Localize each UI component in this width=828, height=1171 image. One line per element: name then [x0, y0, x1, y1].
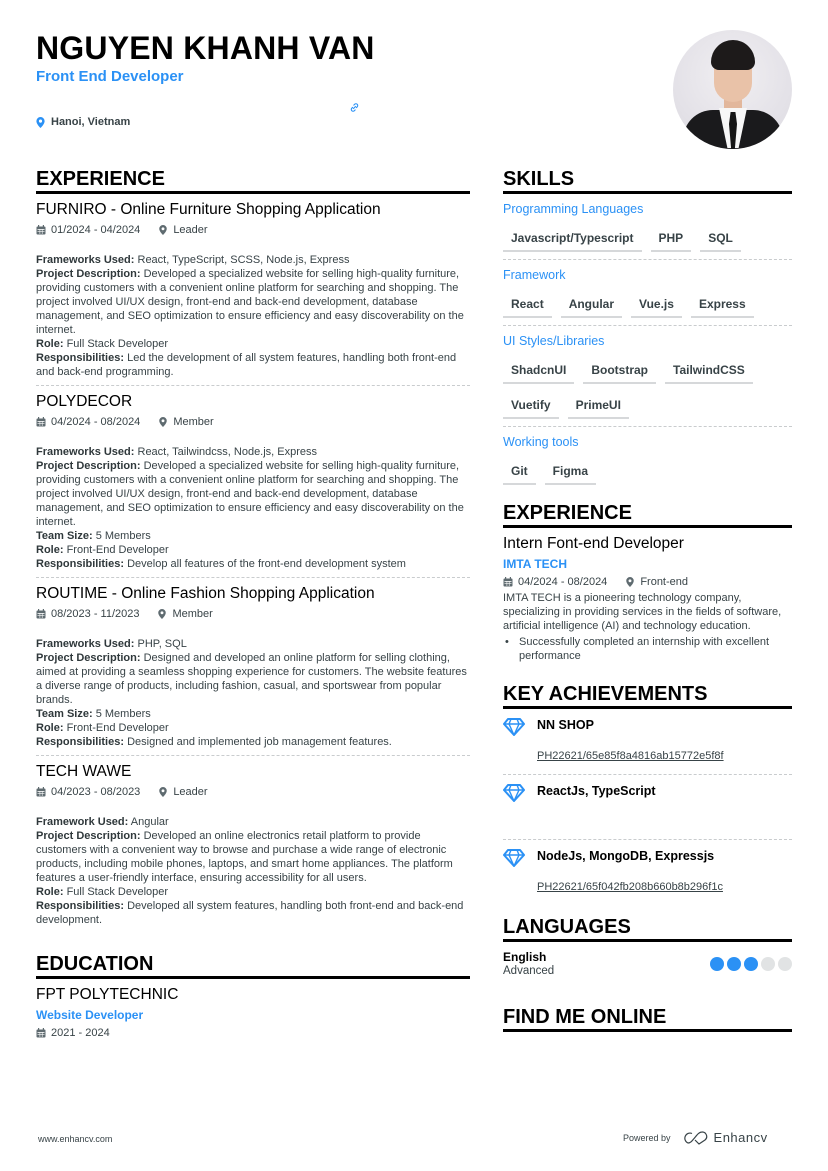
- diamond-icon: [503, 784, 525, 802]
- project-entry: [36, 577, 470, 749]
- achievement-title: NodeJs, MongoDB, Expressjs: [537, 849, 715, 863]
- project-description: Framework Used: Angular Project Description: Developed an online electronics retail platform to provide customers with a convenient way to browse and purchase a wide range of electronic products, including mobile phones, laptops, and smart home appliances. The platform features a user-friendly interface, ensuring accessibility for all users. Role: Full Stack Developer Responsibilities: Developed all system features, handling both front-end and back-end development.: [36, 816, 464, 926]
- project-entry: [36, 194, 470, 379]
- rating-dot-empty: [761, 957, 775, 971]
- diamond-icon: [503, 849, 525, 867]
- section-title-experience: EXPERIENCE: [36, 168, 470, 194]
- education-section: [36, 953, 470, 1040]
- achievement-item: [503, 709, 792, 774]
- work-meta: [503, 575, 792, 589]
- project-meta: [36, 415, 470, 429]
- powered-by-label: Powered by: [623, 1132, 671, 1143]
- project-title: TECH WAWE: [36, 763, 132, 780]
- resume-header: [36, 30, 656, 130]
- education-meta: [36, 1026, 470, 1040]
- work-bullet: • Successfully completed an internship with excellent performance: [503, 635, 792, 663]
- skill-tag: Javascript/Typescript: [503, 227, 642, 252]
- calendar-icon: [503, 577, 513, 587]
- calendar-icon: [36, 609, 46, 619]
- footer-powered-by: [623, 1130, 768, 1145]
- project-title: FURNIRO - Online Furniture Shopping Application: [36, 201, 381, 218]
- location-pin-icon: [158, 225, 168, 235]
- location-pin-icon: [158, 417, 168, 427]
- work-dates: 04/2024 - 08/2024: [518, 576, 608, 588]
- footer-website[interactable]: www.enhancv.com: [38, 1134, 113, 1144]
- skill-tag: Express: [691, 293, 754, 318]
- languages-section: [503, 916, 792, 978]
- skill-category: Working tools: [503, 435, 579, 449]
- skill-tag: Angular: [561, 293, 622, 318]
- work-experience-section: [503, 502, 792, 663]
- section-title-find-me-online: FIND ME ONLINE: [503, 1006, 792, 1032]
- skill-tag: Vue.js: [631, 293, 682, 318]
- rating-dot-filled: [710, 957, 724, 971]
- skill-tag: Git: [503, 460, 536, 485]
- rating-dot-empty: [778, 957, 792, 971]
- location-text: Hanoi, Vietnam: [51, 116, 131, 128]
- language-name: English: [503, 950, 547, 964]
- link-icon[interactable]: [349, 102, 360, 116]
- section-title-skills: SKILLS: [503, 168, 792, 194]
- project-description: Frameworks Used: React, TypeScript, SCSS, Node.js, Express Project Description: Developed a specialized website for selling high-quality furniture, providing customers with a convenient online platform for searching and shopping. The project involved UI/UX design, front-end and back-end development, database management, and SEO optimization to ensure efficiency and easy discoverability on the internet. Role: Full Stack Developer Responsibilities: Led the development of all system features, handling both front-end and back-end programming.: [36, 254, 464, 378]
- project-meta: [36, 607, 470, 621]
- achievement-title: ReactJs, TypeScript: [537, 784, 656, 798]
- profile-photo: [673, 30, 792, 149]
- skill-tag: Vuetify: [503, 394, 559, 419]
- skill-tag: PHP: [651, 227, 692, 252]
- skill-tag: React: [503, 293, 552, 318]
- find-me-online-section: [503, 1006, 792, 1032]
- language-rating: [710, 957, 792, 971]
- achievement-item: [503, 774, 792, 839]
- section-title-achievements: KEY ACHIEVEMENTS: [503, 683, 792, 709]
- skill-group: [503, 426, 792, 492]
- skill-tag: SQL: [700, 227, 741, 252]
- location-pin-icon: [36, 117, 45, 128]
- rating-dot-filled: [744, 957, 758, 971]
- project-dates: 08/2023 - 11/2023: [51, 608, 140, 620]
- skill-group: [503, 259, 792, 325]
- achievement-link[interactable]: PH22621/65e85f8a4816ab15772e5f8f: [537, 750, 724, 762]
- work-bullets: [503, 635, 792, 663]
- project-dates: 04/2024 - 08/2024: [51, 416, 141, 428]
- work-location: Front-end: [640, 576, 689, 588]
- contact-info: [36, 92, 656, 130]
- skill-category: Programming Languages: [503, 202, 644, 216]
- skill-group: [503, 194, 792, 259]
- skill-tag: PrimeUI: [568, 394, 629, 419]
- calendar-icon: [36, 417, 46, 427]
- education-degree: Website Developer: [36, 1008, 144, 1022]
- work-company: IMTA TECH: [503, 557, 567, 571]
- project-description: Frameworks Used: PHP, SQL Project Description: Designed and developed an online platform for selling clothing, aimed at providing a seamless shopping experience for customers. The website features a diverse range of products, including fashion, casual, and sportswear from popular brands. Team Size: 5 Members Role: Front-End Developer Responsibilities: Designed and implemented job management features.: [36, 638, 467, 748]
- project-role-tag: Leader: [173, 224, 208, 236]
- project-title: POLYDECOR: [36, 393, 133, 410]
- skill-tag: ShadcnUI: [503, 359, 574, 384]
- calendar-icon: [36, 225, 46, 235]
- location-pin-icon: [158, 787, 168, 797]
- project-title: ROUTIME - Online Fashion Shopping Application: [36, 585, 375, 602]
- calendar-icon: [36, 1028, 46, 1038]
- education-school: FPT POLYTECHNIC: [36, 986, 179, 1003]
- enhancv-logo[interactable]: [683, 1130, 768, 1145]
- achievement-link[interactable]: PH22621/65f042fb208b660b8b296f1c: [537, 881, 723, 893]
- language-level: Advanced: [503, 965, 555, 977]
- achievement-item: [503, 839, 792, 904]
- brand-name: Enhancv: [713, 1130, 768, 1145]
- skill-tag: Figma: [545, 460, 596, 485]
- education-dates: 2021 - 2024: [51, 1027, 110, 1039]
- skill-group: [503, 325, 792, 426]
- location-pin-icon: [157, 609, 167, 619]
- location-pin-icon: [625, 577, 635, 587]
- project-list: [36, 194, 470, 927]
- skill-tag: TailwindCSS: [665, 359, 753, 384]
- enhancv-logo-icon: [683, 1131, 709, 1145]
- candidate-title: Front End Developer: [36, 68, 184, 85]
- project-role-tag: Leader: [173, 786, 208, 798]
- calendar-icon: [36, 787, 46, 797]
- project-role-tag: Member: [173, 416, 214, 428]
- right-column: [503, 168, 792, 1032]
- location: [36, 116, 130, 128]
- project-role-tag: Member: [172, 608, 213, 620]
- project-meta: [36, 785, 470, 799]
- left-column: [36, 168, 470, 1040]
- skill-tag: Bootstrap: [583, 359, 656, 384]
- project-entry: [36, 755, 470, 927]
- section-title-languages: LANGUAGES: [503, 916, 792, 942]
- work-description: IMTA TECH is a pioneering technology company, specializing in providing services in the fields of software, artificial intelligence (AI) and technology education.: [503, 592, 782, 632]
- project-description: Frameworks Used: React, Tailwindcss, Node.js, Express Project Description: Developed a specialized website for selling high-quality furniture, providing customers with a convenient online platform for searching and shopping. The project involved UI/UX design, front-end and back-end development, database management, and SEO optimization to ensure efficiency and easy discoverability on the internet. Team Size: 5 Members Role: Front-End Developer Responsibilities: Develop all features of the front-end development system: [36, 446, 464, 570]
- language-item: [503, 950, 792, 978]
- section-title-education: EDUCATION: [36, 953, 470, 979]
- project-dates: 04/2023 - 08/2023: [51, 786, 141, 798]
- achievements-section: [503, 683, 792, 904]
- rating-dot-filled: [727, 957, 741, 971]
- section-title-experience-right: EXPERIENCE: [503, 502, 792, 528]
- skill-category: UI Styles/Libraries: [503, 334, 605, 348]
- project-meta: [36, 223, 470, 237]
- candidate-name: NGUYEN KHANH VAN: [36, 30, 375, 66]
- work-position: Intern Font-end Developer: [503, 535, 684, 552]
- diamond-icon: [503, 718, 525, 736]
- project-dates: 01/2024 - 04/2024: [51, 224, 141, 236]
- achievement-title: NN SHOP: [537, 718, 594, 732]
- skill-category: Framework: [503, 268, 566, 282]
- project-entry: [36, 385, 470, 571]
